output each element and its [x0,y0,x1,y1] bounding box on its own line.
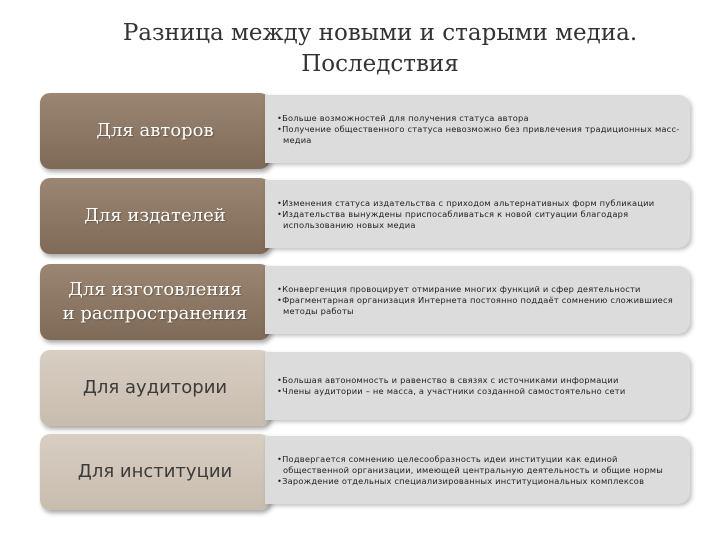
bullet-institution-1: • Подвергается сомнению целесообразность идеи институции как единой общественной организации, имеющей центральную деятельность и общие нормы [277,454,682,476]
desc-box-authors [265,95,690,163]
row-authors [40,93,690,169]
bullet-authors-1: • Больше возможностей для получения статуса автора [277,113,682,124]
label-institution: Для институции [77,461,233,482]
label-production: Для изготовления и распространения [62,279,248,324]
row-production [40,264,690,340]
desc-box-institution [265,436,690,504]
bullet-production-1: • Конвергенция провоцирует отмирание многих функций и сфер деятельности [277,284,682,295]
title-line-1: Разница между новыми и старыми медиа. [122,20,638,46]
label-box-publishers [40,178,270,254]
label-box-institution [40,434,270,510]
bullet-publishers-1: • Изменения статуса издательства с приходом альтернативных форм публикации [277,198,682,209]
bullet-institution-2: • Зарождение отдельных специализированных институциональных комплексов [277,476,682,487]
row-institution [40,434,690,510]
label-box-authors [40,93,270,169]
bullet-authors-2: • Получение общественного статуса невозможно без привлечения традиционных масс-медиа [277,124,682,146]
desc-box-publishers [265,180,690,248]
bullet-production-2: • Фрагментарная организация Интернета постоянно поддаёт сомнению сложившиеся методы работы [277,295,682,317]
bullet-audience-1: • Большая автономность и равенство в связях с источниками информации [277,375,682,386]
row-publishers [40,178,690,254]
bullet-publishers-2: • Издательства вынуждены приспосабливаться к новой ситуации благодаря использованию новых медиа [277,209,682,231]
label-box-audience [40,350,270,426]
label-authors: Для авторов [96,120,214,141]
desc-box-audience [265,352,690,420]
desc-box-production [265,266,690,334]
slide-title [40,18,720,80]
bullet-audience-2: • Члены аудитории – не масса, а участники созданной самостоятельно сети [277,386,682,397]
title-line-2: Последствия [301,51,459,77]
label-box-production [40,264,270,340]
label-publishers: Для издателей [84,205,226,226]
label-audience: Для аудитории [82,377,228,398]
row-audience [40,350,690,426]
